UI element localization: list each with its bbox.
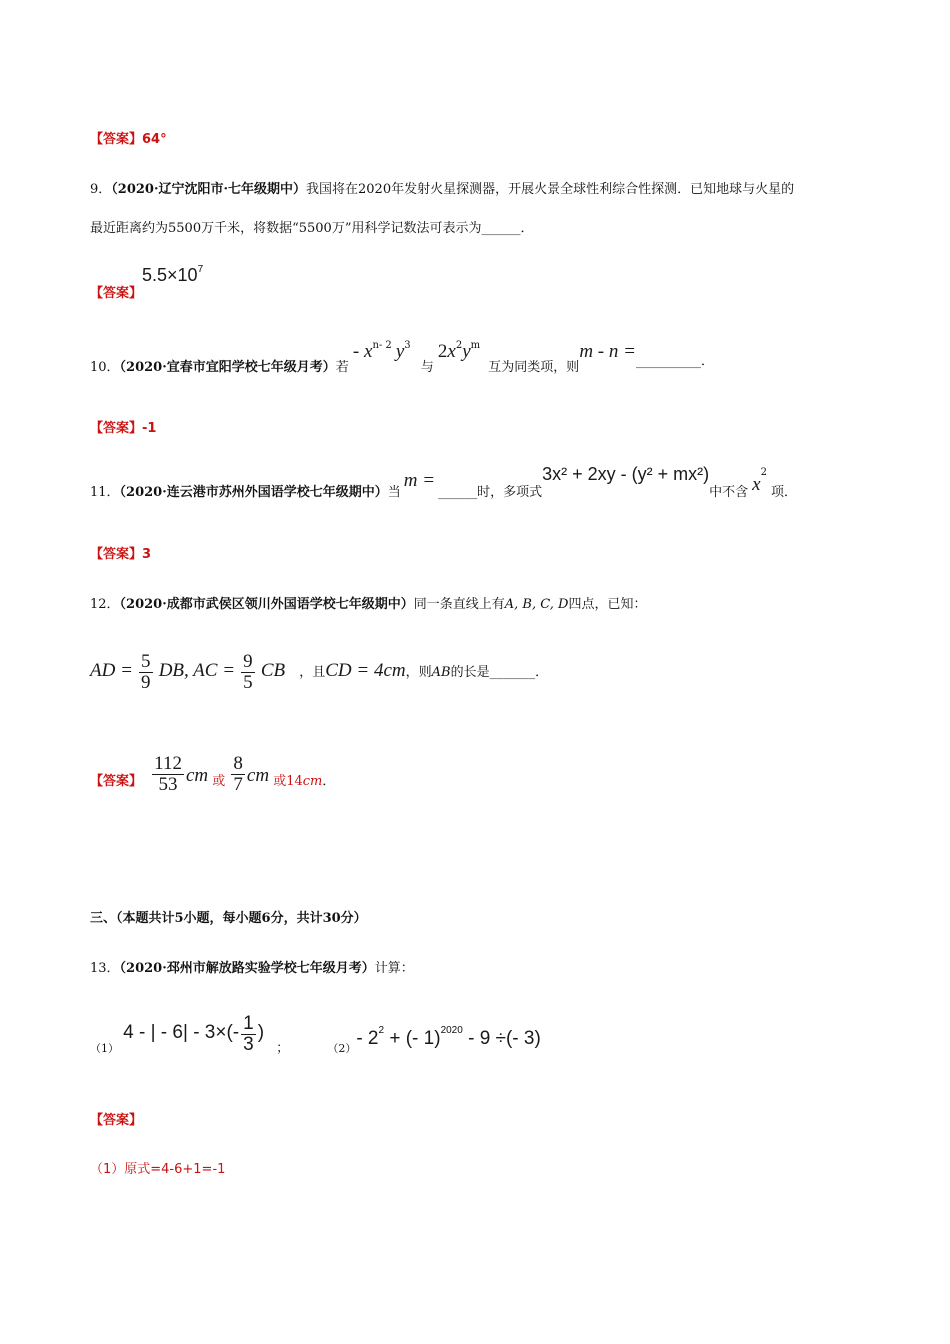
answer-9 [90,264,204,301]
part-1-label: （1） [90,1041,119,1055]
unit-cm: cm [246,765,270,786]
var-x: x [752,474,761,495]
question-source: （2020·宜春市宜阳学校七年级月考） [119,360,336,375]
answer-label: 【答案】 [90,774,143,789]
answer-12 [90,754,335,795]
denominator: 3 [243,1033,254,1055]
exp-x: 2 [760,467,767,478]
question-text: 同一条直线上有 [413,597,505,612]
var-x: x [364,341,373,362]
part-1-expression: ) [257,1021,265,1043]
variable-m: m = [403,470,436,491]
unit-cm: cm [302,774,323,789]
answer-label: 【答案】 [90,547,143,562]
or-text: 或 [273,774,287,789]
segment-ab: AB [431,664,451,680]
answer-value: 64° [142,132,167,147]
numerator: 1 [243,1013,254,1034]
question-source: （2020·辽宁沈阳市·七年级期中） [111,182,307,197]
fraction-112-53 [152,754,184,795]
period: ． [322,774,336,789]
numerator: 112 [154,753,182,774]
question-10 [90,340,714,375]
question-12-line-2 [90,652,548,693]
fraction-8-7 [231,754,245,795]
question-9-line-2 [90,217,533,236]
question-9-line-1 [90,178,794,197]
answer-13-step-1 [90,1158,225,1177]
question-text: 与 [420,360,434,375]
denominator: 53 [158,773,178,795]
question-source: （2020·成都市武侯区领川外国语学校七年级期中） [119,597,414,612]
exp-y: m [470,340,481,351]
answer-label: 【答案】 [90,421,143,436]
answer-8 [90,128,167,147]
equation-ad: AD = [90,659,133,681]
question-text: 我国将在2020年发射火星探测器，开展火景全球性利综合性探测．已知地球与火星的 [306,182,795,197]
part-2-expression: - 9 ÷(- 3) [462,1027,541,1049]
polynomial: 3x² + 2xy - (y² + mx²) [542,464,710,484]
answer-11 [90,543,151,562]
equation-cb: CB [260,659,286,681]
question-number: 10． [90,360,120,375]
answer-blank: 的长是_______． [450,664,549,680]
or-text: 或 [212,774,226,789]
part-2-expression: + (- 1) [384,1027,441,1049]
exp-x: 2 [455,340,463,351]
question-13-parts [90,1014,541,1055]
part-1-expression: 4 - | - 6| - 3×(- [123,1021,240,1043]
question-source: （2020·邳州市解放路实验学校七年级月考） [119,961,375,976]
exp-x: n- 2 [372,340,392,351]
answer-value: -1 [142,421,157,436]
question-text: 项． [770,485,797,500]
answer-value: 5.5×10 [142,265,198,285]
fraction-1-3 [241,1014,256,1055]
part-2-label: （2） [327,1041,357,1055]
question-number: 11． [90,485,120,500]
answer-exponent: 7 [197,264,204,275]
sign: - [352,341,364,362]
equation-cd: CD = 4cm [325,659,406,681]
numerator: 8 [233,753,243,774]
answer-10 [90,417,156,436]
question-text: 最近距离约为5500万千米，将数据“5500万”用科学记数法可表示为______． [90,221,534,236]
question-13 [90,957,414,976]
question-text: 四点，已知： [568,597,647,612]
question-text: 计算： [374,961,414,976]
question-number: 9． [90,182,112,197]
question-text: 若 [335,360,349,375]
fraction-9-5 [241,652,255,693]
question-text: ，且 [299,664,326,680]
question-text: ，则 [405,664,432,680]
answer-label: 【答案】 [90,1113,143,1128]
question-text: 中不含 [709,485,749,500]
denominator: 5 [243,671,253,693]
answer-value: 14 [286,774,303,789]
numerator: 9 [243,651,253,672]
section-heading: 三、（本题共计5小题，每小题6分，共计30分） [90,911,367,926]
answer-label: 【答案】 [90,286,143,301]
answer-step: （1）原式=4-6+1=-1 [90,1162,226,1177]
question-source: （2020·连云港市苏州外国语学校七年级期中） [119,485,388,500]
var-x: x [447,341,456,362]
answer-label: 【答案】 [90,132,143,147]
fraction-5-9 [139,652,153,693]
question-text: 互为同类项，则 [488,360,580,375]
question-number: 12． [90,597,120,612]
var-y: y [462,341,471,362]
part-2-expression: - 2 [356,1027,379,1049]
denominator: 9 [141,671,151,693]
coef: 2 [437,341,448,362]
equation-db-ac: DB, AC = [158,659,236,681]
exp-y: 3 [404,340,411,351]
question-11 [90,463,797,500]
expression-3: m - n = [579,341,636,362]
question-text: ______时，多项式 [438,485,543,500]
answer-value: 3 [142,547,152,562]
var-y: y [395,341,405,362]
points: A, B, C, D [504,597,569,612]
answer-13 [90,1109,142,1128]
exponent: 2020 [440,1024,463,1036]
question-text: 当 [387,485,401,500]
exponent: 2 [378,1024,385,1036]
question-number: 13． [90,961,120,976]
expression-1 [352,340,411,362]
separator: ； [276,1040,290,1056]
unit-cm: cm [185,765,209,786]
answer-blank: __________． [635,354,714,369]
numerator: 5 [141,651,151,672]
question-12-line-1 [90,593,646,612]
denominator: 7 [233,773,243,795]
expression-2 [437,340,481,362]
